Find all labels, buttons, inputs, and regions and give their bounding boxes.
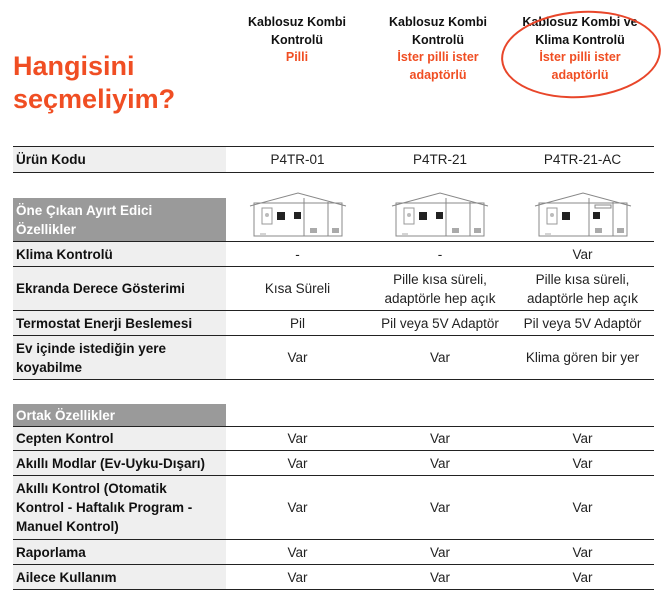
page-title-line1: Hangisini [13, 51, 135, 81]
table-cell: Pil [289, 315, 305, 331]
section-header-distinct [13, 198, 226, 242]
row-label: Klima Kontrolü [13, 242, 226, 266]
table-row-product-code [13, 146, 654, 173]
table-cell: Var [287, 455, 308, 471]
table-row [13, 311, 654, 336]
table-cell: Pil veya 5V Adaptör [381, 315, 499, 331]
table-cell: Var [572, 455, 593, 471]
table-cell: Pille kısa süreli, adaptörle hep açık [384, 271, 496, 306]
row-label: Raporlama [13, 540, 226, 564]
table-cell: Var [429, 431, 450, 446]
house-icons-row [226, 188, 654, 240]
table-cell: Var [287, 569, 308, 585]
table-cell: Var [429, 544, 450, 560]
table-cell: Var [572, 544, 593, 560]
column-3-name-line1: Kablosuz Kombi ve [522, 15, 638, 29]
cell-product-code-3: P4TR-21-AC [543, 152, 622, 167]
section-divider [226, 404, 654, 427]
table-row [13, 540, 654, 565]
row-label: Termostat Enerji Beslemesi [13, 311, 226, 335]
house-diagram-icon [226, 188, 369, 240]
row-label: Cepten Kontrol [13, 427, 226, 450]
row-label: Ekranda Derece Gösterimi [13, 267, 226, 310]
cell-product-code-1: P4TR-01 [270, 152, 325, 167]
table-cell: Pil veya 5V Adaptör [523, 315, 642, 331]
row-label: Ev içinde istediğin yere koyabilme [13, 336, 226, 379]
column-1-subtitle: Pilli [285, 50, 309, 64]
column-2-name-line2: Kontrolü [411, 32, 465, 47]
page-title [13, 50, 175, 116]
table-cell: - [437, 246, 443, 262]
table-cell: Var [429, 455, 450, 471]
table-row [13, 242, 654, 267]
column-2-subtitle-line1: İster pilli ister [397, 50, 479, 64]
table-row [13, 476, 654, 540]
column-3-name-line2: Klima Kontrolü [535, 32, 625, 47]
table-row [13, 451, 654, 476]
column-2-name-line1: Kablosuz Kombi [389, 15, 487, 29]
table-cell: Var [429, 500, 450, 515]
section-header-common [13, 404, 226, 427]
table-cell: - [295, 246, 300, 262]
table-cell: Kısa Süreli [264, 281, 331, 296]
row-label: Ürün Kodu [13, 147, 226, 172]
section-title-line1: Öne Çıkan Ayırt Edici [16, 202, 153, 218]
table-cell: Var [429, 569, 450, 585]
house-diagram-icon [369, 188, 511, 240]
table-cell: Var [572, 246, 593, 262]
column-header-2 [363, 14, 513, 84]
house-diagram-ac-icon [511, 188, 654, 240]
cell-product-code-2: P4TR-21 [412, 152, 468, 167]
table-cell: Var [572, 569, 593, 585]
column-3-subtitle-line1: İster pilli ister [539, 50, 621, 64]
table-cell: Klima gören bir yer [525, 350, 640, 365]
table-cell: Pille kısa süreli, adaptörle hep açık [526, 271, 639, 306]
section-title-line2: Özellikler [16, 221, 77, 237]
table-cell: Var [287, 500, 308, 515]
table-cell: Var [572, 431, 593, 446]
table-row [13, 427, 654, 451]
table-row [13, 565, 654, 590]
table-cell: Var [429, 350, 450, 365]
row-label: Akıllı Modlar (Ev-Uyku-Dışarı) [13, 451, 226, 475]
section-title: Ortak Özellikler [16, 407, 116, 423]
column-2-subtitle-line2: adaptörlü [409, 67, 467, 82]
column-1-name-line2: Kontrolü [270, 32, 324, 47]
table-cell: Var [287, 431, 308, 446]
column-3-subtitle-line2: adaptörlü [551, 67, 609, 82]
table-row [13, 267, 654, 311]
page-title-line2: seçmeliyim? [13, 84, 176, 114]
table-cell: Var [287, 544, 308, 560]
table-cell: Var [287, 350, 308, 365]
column-header-1 [222, 14, 372, 67]
column-1-name-line1: Kablosuz Kombi [248, 15, 346, 29]
row-label: Ailece Kullanım [13, 565, 226, 589]
table-cell: Var [572, 500, 593, 515]
table-row [13, 336, 654, 380]
row-label: Akıllı Kontrol (Otomatik Kontrol - Haftalık Program - Manuel Kontrol) [13, 476, 226, 539]
